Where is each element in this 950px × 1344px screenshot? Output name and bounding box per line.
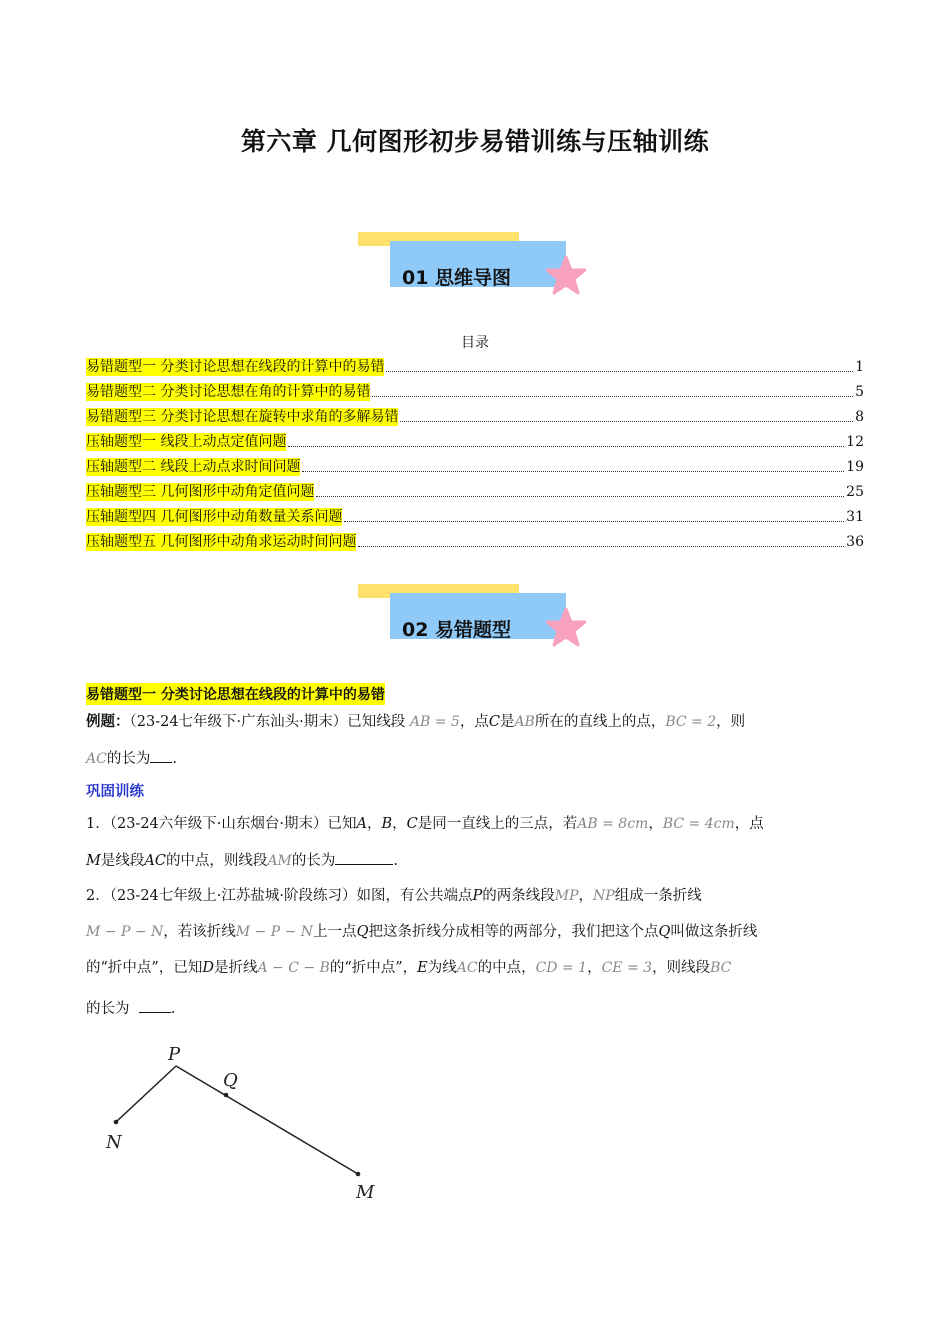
star-icon [546, 255, 586, 295]
math-expr: BC = 4cm [662, 816, 735, 832]
question-source: （23-24七年级上·江苏盐城·阶段练习）如图，有公共端点 [109, 888, 473, 904]
example-label: 例题： [86, 714, 130, 730]
text: ，点 [734, 816, 764, 832]
toc-item-page: 8 [855, 409, 864, 425]
math-expr: NP [593, 888, 615, 904]
example-line-2 [86, 748, 177, 769]
point-label: M [86, 853, 101, 869]
point-n [114, 1120, 119, 1125]
text: 的中点， [477, 960, 536, 976]
text: 为线 [427, 960, 457, 976]
toc-item[interactable] [86, 431, 864, 451]
toc-leader [372, 396, 853, 397]
toc-item[interactable] [86, 481, 864, 501]
text: 的长为 [106, 751, 151, 767]
toc-item[interactable] [86, 506, 864, 526]
toc-item[interactable] [86, 456, 864, 476]
question-number: 1． [86, 816, 110, 832]
question-source: （23-24六年级下·山东烟台·期末）已知 [109, 816, 357, 832]
math-expr: CD = 1 [535, 960, 588, 976]
toc-item-name: 压轴题型五 几何图形中动角求运动时间问题 [86, 534, 357, 550]
point-m [356, 1172, 361, 1177]
example-source: （23-24七年级下·广东汕头·期末）已知线段 [129, 714, 406, 730]
question-2-line-1 [86, 886, 702, 906]
math-expr: BC = 2 [665, 714, 717, 730]
toc-item[interactable] [86, 381, 864, 401]
text: 的长为 [86, 1001, 130, 1017]
toc-item[interactable] [86, 406, 864, 426]
question-2-line-4 [86, 998, 175, 1019]
section-heading: 易错题型一 分类讨论思想在线段的计算中的易错 [86, 683, 385, 705]
math-expr: M − P − N [86, 924, 164, 940]
page-title: 第六章 几何图形初步易错训练与压轴训练 [240, 127, 710, 156]
text: 所在的直线上的点， [534, 714, 666, 730]
banner-label: 01 思维导图 [402, 267, 512, 289]
toc-item-name: 易错题型一 分类讨论思想在线段的计算中的易错 [86, 359, 385, 375]
toc-item-name: 压轴题型三 几何图形中动角定值问题 [86, 484, 315, 500]
segment-pm [176, 1066, 358, 1174]
answer-blank[interactable] [335, 850, 393, 865]
section-banner-mindmap [358, 232, 588, 312]
text: 的“折中点”， [329, 960, 418, 976]
math-expr: AB = 5 [409, 714, 460, 730]
toc-item-page: 31 [846, 509, 864, 525]
text: ，则线段 [652, 960, 711, 976]
example-line-1 [86, 712, 745, 732]
toc-heading: 目录 [461, 335, 489, 351]
toc-item-page: 25 [846, 484, 864, 500]
text: 叫做这条折线 [670, 924, 758, 940]
toc-item-page: 36 [846, 534, 864, 550]
text: 的长为 [291, 853, 336, 869]
question-1-line-2 [86, 850, 398, 871]
text: 的中点，则线段 [165, 853, 268, 869]
toc-item-name: 易错题型二 分类讨论思想在角的计算中的易错 [86, 384, 371, 400]
segment-np [116, 1066, 176, 1122]
point-label: C [488, 714, 500, 730]
text: ，点 [459, 714, 489, 730]
polyline-figure [90, 1036, 390, 1206]
math-expr: CE = 3 [601, 960, 653, 976]
label-n: N [106, 1132, 122, 1153]
text: ， [648, 816, 663, 832]
label-q: Q [223, 1070, 238, 1091]
toc-leader [400, 421, 853, 422]
text: 的两条线段 [482, 888, 555, 904]
toc-leader [386, 371, 853, 372]
math-expr: A − C − B [257, 960, 330, 976]
point-label: D [202, 960, 214, 976]
text: ， [578, 888, 594, 904]
question-2-line-2 [86, 922, 757, 942]
text: 把这条折线分成相等的两部分，我们把这个点 [368, 924, 659, 940]
text: 是线段 [100, 853, 145, 869]
banner-label: 02 易错题型 [402, 619, 512, 641]
toc-item-name: 压轴题型一 线段上动点定值问题 [86, 434, 287, 450]
text: 组成一条折线 [614, 888, 702, 904]
math-expr: MP [554, 888, 579, 904]
point-label: A [356, 816, 367, 832]
toc-item[interactable] [86, 531, 864, 551]
toc-leader [316, 496, 844, 497]
text: 是 [499, 714, 515, 730]
point-label: Q [658, 924, 671, 940]
text: 的“折中点”，已知 [86, 960, 203, 976]
math-expr: AB = 8cm [577, 816, 649, 832]
toc-item-name: 易错题型三 分类讨论思想在旋转中求角的多解易错 [86, 409, 399, 425]
text: ，若该折线 [163, 924, 236, 940]
math-expr: AC [456, 960, 478, 976]
point-label: B [381, 816, 393, 832]
answer-blank[interactable] [150, 748, 172, 763]
toc-leader [302, 471, 844, 472]
text: . [170, 1001, 176, 1017]
text: . [393, 853, 398, 869]
text: ， [367, 816, 382, 832]
point-label: Q [356, 924, 369, 940]
label-m: M [356, 1182, 375, 1203]
point-label: C [406, 816, 418, 832]
math-expr: AC [86, 751, 107, 767]
text: ， [392, 816, 407, 832]
math-expr: M − P − N [235, 924, 314, 940]
toc-item-name: 压轴题型二 线段上动点求时间问题 [86, 459, 301, 475]
text: ，则 [716, 714, 746, 730]
point-label: AC [144, 853, 166, 869]
math-expr: BC [710, 960, 732, 976]
practice-label: 巩固训练 [86, 784, 144, 800]
text: . [172, 751, 177, 767]
text: 上一点 [313, 924, 357, 940]
point-label: E [417, 960, 428, 976]
toc-item-page: 1 [855, 359, 864, 375]
label-p: P [168, 1044, 181, 1065]
text: 是同一直线上的三点，若 [417, 816, 578, 832]
toc-leader [288, 446, 844, 447]
math-expr: AB [514, 714, 535, 730]
question-number: 2． [86, 888, 110, 904]
math-expr: AM [267, 853, 292, 869]
toc-leader [344, 521, 844, 522]
question-2-line-3 [86, 958, 731, 978]
toc-item[interactable] [86, 356, 864, 376]
section-banner-errors [358, 584, 588, 664]
answer-blank[interactable] [139, 998, 171, 1013]
toc-item-page: 5 [855, 384, 864, 400]
toc-item-page: 19 [846, 459, 864, 475]
text: 是折线 [213, 960, 258, 976]
toc-leader [358, 546, 844, 547]
toc-item-page: 12 [846, 434, 864, 450]
toc-item-name: 压轴题型四 几何图形中动角数量关系问题 [86, 509, 343, 525]
point-label: P [472, 888, 483, 904]
point-q [224, 1093, 229, 1098]
question-1-line-1 [86, 814, 764, 834]
text: ， [587, 960, 602, 976]
star-icon [546, 607, 586, 647]
